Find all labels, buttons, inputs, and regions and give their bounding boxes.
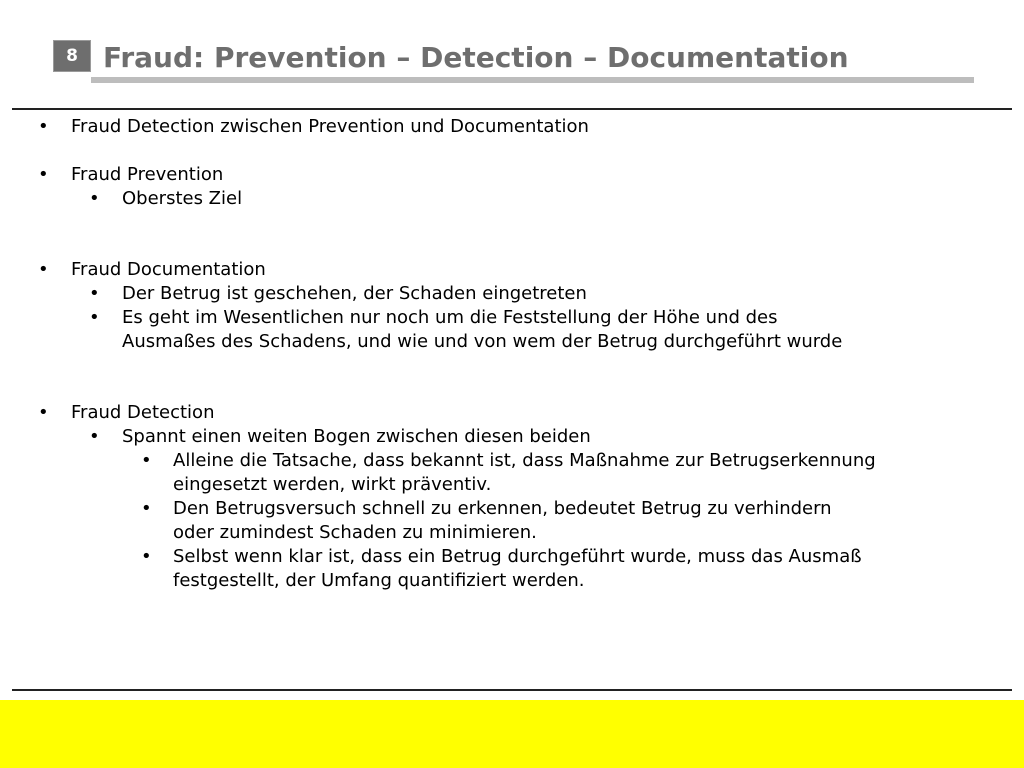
detection-subitem-line2: festgestellt, der Umfang quantifiziert werden.: [173, 570, 585, 591]
documentation-heading: Fraud Documentation: [71, 259, 266, 280]
detection-subitem-line1: Alleine die Tatsache, dass bekannt ist, dass Maßnahme zur Betrugserkennung: [173, 450, 876, 471]
bullet-icon: •: [141, 498, 152, 519]
documentation-item: Der Betrug ist geschehen, der Schaden eingetreten: [122, 283, 587, 304]
detection-sub: Spannt einen weiten Bogen zwischen diesen beiden: [122, 426, 591, 447]
bullet-icon: •: [38, 116, 49, 137]
detection-subitem-line1: Selbst wenn klar ist, dass ein Betrug durchgeführt wurde, muss das Ausmaß: [173, 546, 862, 567]
bullet-icon: •: [38, 259, 49, 280]
prevention-item: Oberstes Ziel: [122, 188, 243, 209]
slide-number: 8: [66, 46, 78, 66]
detection-heading: Fraud Detection: [71, 402, 215, 423]
detection-subitem-line2: eingesetzt werden, wirkt präventiv.: [173, 474, 492, 495]
bullet-icon: •: [141, 450, 152, 471]
bullet-icon: •: [89, 307, 100, 328]
detection-subitem-line1: Den Betrugsversuch schnell zu erkennen, bedeutet Betrug zu verhindern: [173, 498, 832, 519]
bullet-icon: •: [89, 426, 100, 447]
bullet-icon: •: [38, 164, 49, 185]
bullet-icon: •: [89, 188, 100, 209]
bullet-icon: •: [89, 283, 100, 304]
documentation-item-line2: Ausmaßes des Schadens, und wie und von wem der Betrug durchgeführt wurde: [122, 331, 843, 352]
bullet-icon: •: [141, 546, 152, 567]
documentation-item-line1: Es geht im Wesentlichen nur noch um die Feststellung der Höhe und des: [122, 307, 778, 328]
prevention-heading: Fraud Prevention: [71, 164, 224, 185]
intro-bullet-text: Fraud Detection zwischen Prevention und Documentation: [71, 116, 589, 137]
bottom-divider: [12, 689, 1012, 691]
bullet-icon: •: [38, 402, 49, 423]
detection-subitem-line2: oder zumindest Schaden zu minimieren.: [173, 522, 537, 543]
footer-band: [0, 700, 1024, 768]
slide-title: Fraud: Prevention – Detection – Documentation: [103, 41, 849, 74]
